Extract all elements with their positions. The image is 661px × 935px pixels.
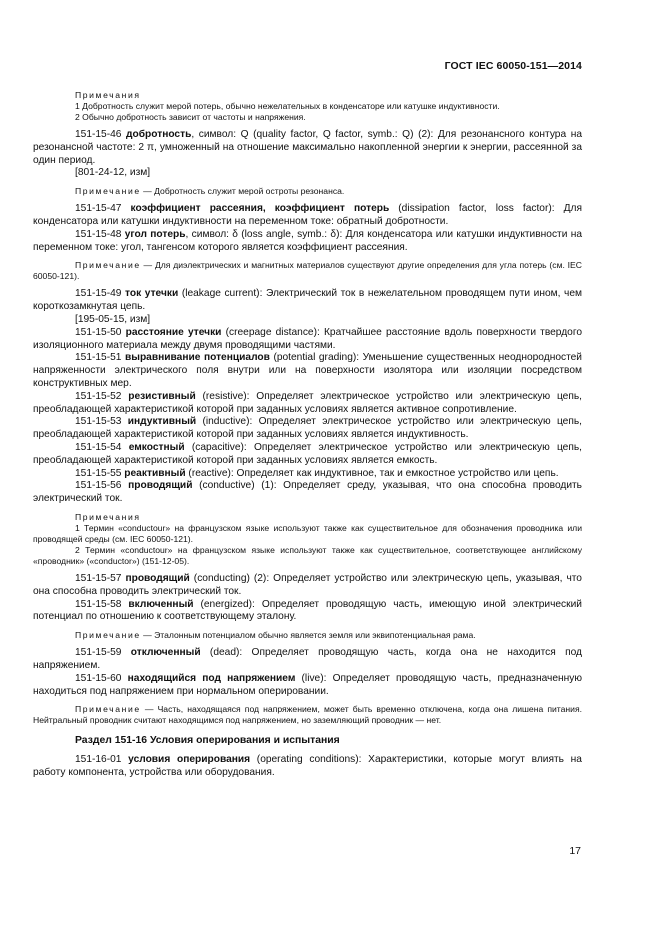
note-dash: —: [140, 630, 155, 641]
term-name: угол потерь: [124, 228, 186, 240]
term-name: резистивный: [128, 390, 196, 402]
term-entry: [33, 754, 582, 780]
term-definition: (creepage distance): Кратчайшее расстояние вдоль поверхности твердого изоляционного материала между двумя проводящими частями.: [33, 326, 583, 351]
note-line: 1 Добротность служит мерой потерь, обычно нежелательных в конденсаторе или катушке индуктивности.: [75, 101, 500, 111]
term-entry: [33, 352, 582, 390]
document-header: ГОСТ IEC 60050-151—2014: [444, 60, 582, 72]
term-name: условия оперирования: [128, 754, 251, 766]
term-definition: , символ: Q (quality factor, Q factor, symb.: Q) (2): Для резонансного контура на резонансной частоте: 2 π, умноженный на отношение максимально накопленной энергии к энергии, рассеянной за один период.: [33, 129, 582, 166]
term-entry: [33, 480, 582, 506]
term-entry: [33, 442, 582, 468]
term-entry: [33, 468, 582, 481]
term-number: 151-15-46: [75, 129, 122, 140]
term-entry: [33, 416, 582, 442]
term-name: емкостный: [128, 441, 185, 453]
note-label: Примечание: [75, 186, 141, 197]
term-entry: [33, 573, 582, 599]
section-title: Раздел 151-16 Условия оперирования и испытания: [75, 735, 340, 747]
term-definition: (inductive): Определяет электрическое устройство или электрическую цепь, преобладающей характеристикой которой при заданных условиях является индуктивность.: [33, 416, 582, 441]
term-definition: (reactive): Определяет как индуктивное, так и емкостное устройство или цепь.: [185, 467, 559, 479]
term-name: ток утечки: [125, 288, 179, 300]
term-number: 151-15-57: [75, 572, 122, 584]
note: [33, 704, 582, 726]
note: [33, 630, 582, 641]
term-definition: (conductive) (1): Определяет среду, указывая, что она способна проводить электрический ток.: [33, 480, 582, 505]
source-reference: [195-05-15, изм]: [75, 313, 151, 325]
note-dash: —: [140, 704, 158, 715]
term-name: коэффициент рассеяния, коэффициент потерь: [130, 203, 390, 215]
term-number: 151-16-01: [75, 754, 122, 766]
term-name: расстояние утечки: [125, 326, 222, 338]
note-title: Примечания: [75, 90, 141, 100]
note-text: Эталонным потенциалом обычно является земля или эквипотенциальная рама.: [154, 630, 476, 641]
term-definition: (conducting) (2): Определяет устройство или электрическую цепь, указывая, что она способна проводить электрический ток.: [33, 572, 582, 597]
term-entry: [33, 229, 582, 255]
term-name: проводящий: [125, 572, 190, 584]
note-line: 1 Термин «conductour» на французском языке используют также как существительное для обозначения проводника или проводящей среды (см. IEC 60050-121).: [33, 522, 582, 544]
term-definition: (dissipation factor, loss factor): Для конденсатора или катушки индуктивности на переменном токе: обратный добротности.: [33, 203, 582, 227]
term-entry: [33, 288, 582, 314]
term-name: реактивный: [124, 467, 186, 479]
term-entry: [33, 599, 582, 625]
term-name: выравнивание потенциалов: [125, 352, 270, 364]
term-number: 151-15-58: [75, 598, 122, 610]
term-definition: (capacitive): Определяет электрическое устройство или электрическую цепь, преобладающей характеристикой которой при заданных условиях является емкость.: [33, 441, 582, 466]
document-body: [33, 90, 582, 780]
term-definition: , символ: δ (loss angle, symb.: δ): Для конденсатора или катушки индуктивности на переменном токе: угол, тангенсом которого является коэффициент рассеяния.: [33, 228, 582, 253]
note-text: Для диэлектрических и магнитных материалов существуют другие определения для угла потерь (см. IEC 60050-121).: [33, 260, 582, 282]
term-number: 151-15-59: [75, 647, 122, 659]
term-number: 151-15-55: [75, 467, 122, 479]
term-number: 151-15-60: [75, 672, 122, 684]
note-dash: —: [140, 186, 155, 197]
term-entry: [33, 129, 582, 167]
term-number: 151-15-50: [75, 326, 122, 338]
note: [33, 186, 582, 197]
page-number: 17: [569, 845, 581, 857]
term-definition: (live): Определяет проводящую часть, предназначенную находиться под напряжением при нормальном оперировании.: [33, 672, 582, 697]
term-definition: (resistive): Определяет электрическое устройство или электрическую цепь, преобладающей характеристикой которой при заданных условиях является активное сопротивление.: [33, 390, 582, 415]
term-number: 151-15-53: [75, 416, 122, 428]
note-label: Примечание: [75, 260, 141, 271]
note-line: 2 Обычно добротность зависит от частоты и напряжения.: [75, 112, 306, 122]
term-name: проводящий: [128, 480, 193, 492]
note-line: 2 Термин «conductour» на французском языке используют также как существительное, соответствующее английскому «проводник» («conductor») (151-12-05).: [33, 544, 582, 566]
note-label: Примечание: [75, 630, 141, 641]
term-name: включенный: [128, 598, 194, 610]
term-name: находящийся под напряжением: [127, 672, 296, 684]
note-title: Примечания: [75, 511, 141, 522]
term-definition: (operating conditions): Характеристики, которые могут влиять на работу компонента, устройства или оборудования.: [33, 754, 582, 778]
note-text: Добротность служит мерой остроты резонанса.: [154, 186, 345, 197]
term-name: добротность: [126, 129, 192, 140]
term-entry: [33, 673, 582, 699]
note-text: Часть, находящаяся под напряжением, может быть временно отключена, когда она лишена питания. Нейтральный проводник считают находящимся под напряжением, но заземляющий проводник — нет.: [33, 704, 583, 726]
note-dash: —: [140, 260, 155, 271]
note-label: Примечание: [75, 704, 141, 715]
term-number: 151-15-49: [75, 288, 122, 300]
term-definition: (dead): Определяет проводящую часть, когда она не находится под напряжением.: [33, 647, 582, 671]
term-entry: [33, 203, 582, 229]
term-entry: [33, 327, 582, 353]
term-number: 151-15-48: [75, 228, 122, 240]
term-entry: [33, 647, 582, 673]
term-name: отключенный: [130, 647, 201, 659]
term-definition: (energized): Определяет проводящую часть, имеющую иной электрический потенциал по отношению к соответствующему эталону.: [33, 598, 582, 623]
term-name: индуктивный: [127, 416, 197, 428]
term-number: 151-15-56: [75, 480, 122, 492]
term-definition: (potential grading): Уменьшение существенных неоднородностей напряженности электрического поля внутри или на поверхности изолятора или изоляции посредством конструктивных мер.: [33, 352, 582, 389]
note: [33, 260, 582, 282]
term-entry: [33, 391, 582, 417]
term-number: 151-15-54: [75, 441, 122, 453]
term-number: 151-15-52: [75, 390, 122, 402]
source-reference: [801-24-12, изм]: [75, 167, 151, 179]
term-number: 151-15-47: [75, 203, 122, 215]
term-definition: (leakage current): Электрический ток в нежелательном проводящем пути ином, чем короткозамкнутая цепь.: [33, 288, 582, 313]
term-number: 151-15-51: [75, 352, 122, 364]
